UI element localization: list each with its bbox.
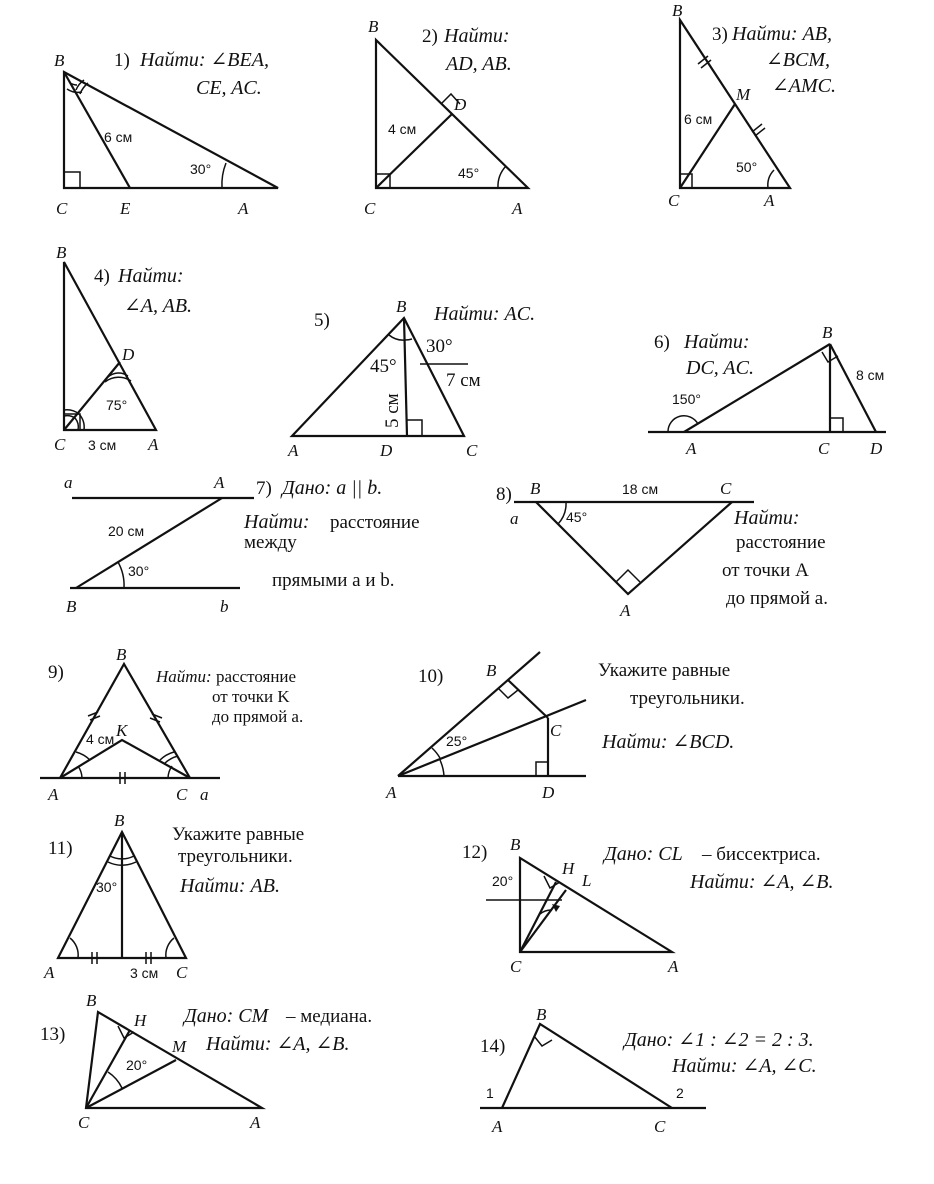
point-a-label: A — [492, 1117, 503, 1136]
problem-9-find-line-2: от точки K — [212, 687, 290, 706]
problem-12-number: 12) — [462, 842, 488, 863]
angle-mark-bac — [432, 748, 440, 758]
point-b-label: B — [510, 835, 521, 854]
angle-label-hcm: 20° — [126, 1057, 148, 1073]
right-angle-mark-b — [498, 688, 518, 698]
problem-2 — [364, 17, 528, 218]
problem-9-find-line-3: до прямой a. — [212, 707, 304, 726]
problem-7-find-line-2: между — [244, 532, 297, 553]
angle-mark-a — [498, 166, 506, 188]
problem-3 — [668, 1, 836, 210]
point-b-label: B — [116, 645, 127, 664]
problem-4-task-line-1: Найти: — [118, 265, 184, 287]
point-c-label: C — [78, 1113, 90, 1132]
length-label-ak: 4 см — [86, 731, 115, 747]
point-l-label: L — [582, 871, 592, 890]
problem-12 — [462, 835, 834, 976]
point-c-label: C — [654, 1117, 666, 1136]
problem-7-given: Дано: a || b. — [282, 477, 383, 499]
length-label-bd: 5 см — [382, 393, 403, 428]
problem-11-number: 11) — [48, 838, 73, 859]
angle-label-b: 30° — [128, 563, 150, 579]
right-angle-mark-a — [616, 570, 640, 582]
problem-13-given-word: Дано: CM — [184, 1005, 269, 1027]
problem-14-number: 14) — [480, 1036, 506, 1057]
point-a-label: A — [620, 601, 631, 620]
point-c-label: C — [550, 721, 562, 740]
problem-7-find-word: Найти: — [244, 511, 310, 533]
segment-ch — [520, 882, 556, 952]
problem-11-statement-line-1: Укажите равные — [172, 824, 305, 845]
point-a-label: A — [214, 473, 225, 492]
point-c-label: C — [668, 191, 680, 210]
problem-6-number: 6) — [654, 332, 670, 353]
problem-4-task-line-2: ∠A, AB. — [124, 295, 193, 317]
problem-8-find-line-2: от точки A — [722, 560, 809, 581]
line-a-label: a — [64, 473, 73, 492]
right-angle-mark-d — [536, 762, 548, 776]
problem-6 — [648, 323, 886, 458]
problem-3-task-line-1: Найти: AB, — [732, 23, 832, 45]
problem-1-number: 1) — [114, 50, 130, 71]
problem-3-task-line-2: ∠BCM, — [766, 49, 830, 71]
angle-mark-hcm — [108, 1072, 122, 1088]
problem-5-task: Найти: AC. — [434, 303, 536, 325]
point-a-label: A — [512, 199, 523, 218]
problem-3-task-line-3: ∠AMC. — [772, 75, 836, 97]
problem-4-number: 4) — [94, 266, 110, 287]
length-label-bc: 7 см — [446, 370, 481, 391]
angle-mark-c-1 — [64, 416, 75, 418]
problem-5-number: 5) — [314, 310, 330, 331]
angle-label-a: 50° — [736, 159, 758, 175]
angle-mark-a-1 — [78, 766, 82, 778]
angle-label-a: 30° — [190, 161, 212, 177]
angle-mark-c-2 — [75, 418, 78, 430]
point-a-label: A — [668, 957, 679, 976]
angle-label-bch: 20° — [492, 873, 514, 889]
problem-12-given-rest: – биссектриса. — [702, 844, 821, 865]
point-a-label: A — [250, 1113, 261, 1132]
point-m-label: M — [736, 85, 751, 104]
angle-mark-c-3 — [164, 756, 178, 764]
problem-3-number: 3) — [712, 24, 728, 45]
problem-6-task-line-1: Найти: — [684, 331, 750, 353]
problem-8 — [496, 479, 828, 620]
angle-label-b: 45° — [566, 509, 588, 525]
length-label-be: 6 см — [104, 129, 133, 145]
problem-9-find-word: Найти: — [156, 667, 212, 686]
angle-label-bac: 25° — [446, 733, 468, 749]
angle-label-d: 75° — [106, 397, 128, 413]
point-a-label: A — [764, 191, 775, 210]
angle-mark-c — [166, 938, 174, 958]
angle-mark-b — [118, 562, 124, 588]
point-a-label: A — [48, 785, 59, 804]
angle-label-a: 150° — [672, 391, 701, 407]
problem-1-task-line-1: Найти: ∠BEA, — [140, 49, 269, 71]
segment-bc — [508, 680, 548, 718]
problem-7-number: 7) — [256, 478, 272, 499]
point-b-label: B — [86, 991, 97, 1010]
angle-mark-c-1 — [168, 766, 172, 778]
point-c-label: C — [364, 199, 376, 218]
right-angle-mark-c — [64, 172, 80, 188]
point-c-label: C — [818, 439, 830, 458]
problem-11-task: Найти: AB. — [180, 875, 280, 897]
problem-7-find-line-3: прямыми a и b. — [272, 570, 395, 591]
problem-2-task-line-2: AD, AB. — [446, 53, 512, 75]
angle-mark-b-4 — [80, 83, 88, 94]
angle-mark-dbc — [405, 339, 412, 340]
problem-14-given: Дано: ∠1 : ∠2 = 2 : 3. — [624, 1029, 814, 1051]
segment-cd — [64, 362, 120, 430]
problem-13-number: 13) — [40, 1024, 66, 1045]
length-label-ab: 20 см — [108, 523, 145, 539]
length-label-half-base: 3 см — [130, 965, 159, 981]
problem-8-find-line-3: до прямой a. — [726, 588, 828, 609]
point-a-label: A — [288, 441, 299, 460]
angle-mark-a — [70, 938, 78, 958]
point-h-label: H — [562, 859, 575, 878]
problem-7 — [64, 473, 420, 616]
point-c-label: C — [176, 785, 188, 804]
angle-mark-a-2 — [76, 752, 90, 760]
angle-label-1: 1 — [486, 1085, 494, 1101]
angle-mark-b — [558, 502, 566, 524]
point-b-label: B — [56, 243, 67, 262]
point-b-label: B — [530, 479, 541, 498]
problem-10-task: Найти: ∠BCD. — [602, 731, 735, 753]
problem-12-given-word: Дано: CL — [604, 843, 683, 865]
point-a-label: A — [44, 963, 55, 982]
point-b-label: B — [536, 1005, 547, 1024]
line-b-label: b — [220, 597, 229, 616]
point-a-label: A — [386, 783, 397, 802]
angle-mark-a — [222, 163, 226, 188]
right-angle-mark-d — [407, 420, 422, 436]
point-a-label: A — [686, 439, 697, 458]
point-b-label: B — [822, 323, 833, 342]
problem-10 — [385, 652, 745, 802]
angle-mark-cad — [440, 760, 444, 776]
point-k-label: K — [116, 721, 128, 740]
point-b-label: B — [486, 661, 497, 680]
problem-1 — [54, 49, 278, 218]
length-label-cd: 4 см — [388, 121, 417, 137]
line-a-label: a — [200, 785, 209, 804]
angle-label-b: 30° — [96, 879, 118, 895]
angle-mark-abd — [389, 335, 405, 340]
point-e-label: E — [120, 199, 131, 218]
problem-2-task-line-1: Найти: — [444, 25, 510, 47]
problem-7-find-line-1: расстояние — [330, 512, 420, 533]
problem-1-task-line-2: CE, AC. — [196, 77, 262, 99]
problem-2-number: 2) — [422, 26, 438, 47]
length-label-ca: 3 см — [88, 437, 117, 453]
problem-6-task-line-2: DC, AC. — [686, 357, 754, 379]
length-label-bc: 18 см — [622, 481, 659, 497]
angle-label-2: 2 — [676, 1085, 684, 1101]
problem-10-statement-line-2: треугольники. — [630, 688, 745, 709]
right-angle-mark-b — [534, 1036, 552, 1046]
problem-12-task: Найти: ∠A, ∠B. — [690, 871, 834, 893]
angle-mark-a — [768, 170, 774, 188]
point-c-label: C — [56, 199, 68, 218]
point-c-label: C — [510, 957, 522, 976]
problem-11-statement-line-2: треугольники. — [178, 846, 293, 867]
point-h-label: H — [134, 1011, 147, 1030]
problem-9-find-line-1: расстояние — [216, 667, 297, 686]
point-c-label: C — [720, 479, 732, 498]
point-a-label: A — [238, 199, 249, 218]
point-b-label: B — [66, 597, 77, 616]
point-b-label: B — [54, 51, 65, 70]
point-b-label: B — [114, 811, 125, 830]
point-d-label: D — [122, 345, 135, 364]
triangle-bca — [520, 858, 672, 952]
point-b-label: B — [672, 1, 683, 20]
point-c-label: C — [54, 435, 66, 454]
problem-13-given-rest: – медиана. — [286, 1006, 373, 1027]
length-label-cm: 6 см — [684, 111, 713, 127]
problem-5 — [287, 297, 535, 460]
line-a-label: a — [510, 509, 519, 528]
point-c-label: C — [466, 441, 478, 460]
point-b-label: B — [396, 297, 407, 316]
point-c-label: C — [176, 963, 188, 982]
problem-4 — [54, 243, 192, 454]
problem-8-find-word: Найти: — [734, 507, 800, 529]
angle-mark-a — [668, 416, 698, 432]
problem-10-number: 10) — [418, 666, 444, 687]
problem-14 — [480, 1005, 817, 1136]
problem-14-task: Найти: ∠A, ∠C. — [672, 1055, 817, 1077]
problem-9-number: 9) — [48, 662, 64, 683]
segment-bd — [404, 318, 407, 436]
problem-13 — [40, 991, 372, 1132]
length-label-bd: 8 см — [856, 367, 885, 383]
point-a-label: A — [148, 435, 159, 454]
point-d-label: D — [542, 783, 555, 802]
point-d-label: D — [454, 95, 467, 114]
problem-10-statement-line-1: Укажите равные — [598, 660, 731, 681]
problem-11 — [43, 811, 304, 982]
angle-label-abd: 45° — [370, 356, 397, 377]
problem-8-find-line-1: расстояние — [736, 532, 826, 553]
point-d-label: D — [380, 441, 393, 460]
problem-9 — [40, 645, 303, 804]
right-angle-mark-c — [830, 418, 843, 432]
angle-label-a: 45° — [458, 165, 480, 181]
angle-label-dbc: 30° — [426, 336, 453, 357]
point-d-label: D — [870, 439, 883, 458]
point-m-label: M — [172, 1037, 187, 1056]
problem-8-number: 8) — [496, 484, 512, 505]
problem-13-task: Найти: ∠A, ∠B. — [206, 1033, 350, 1055]
point-b-label: B — [368, 17, 379, 36]
